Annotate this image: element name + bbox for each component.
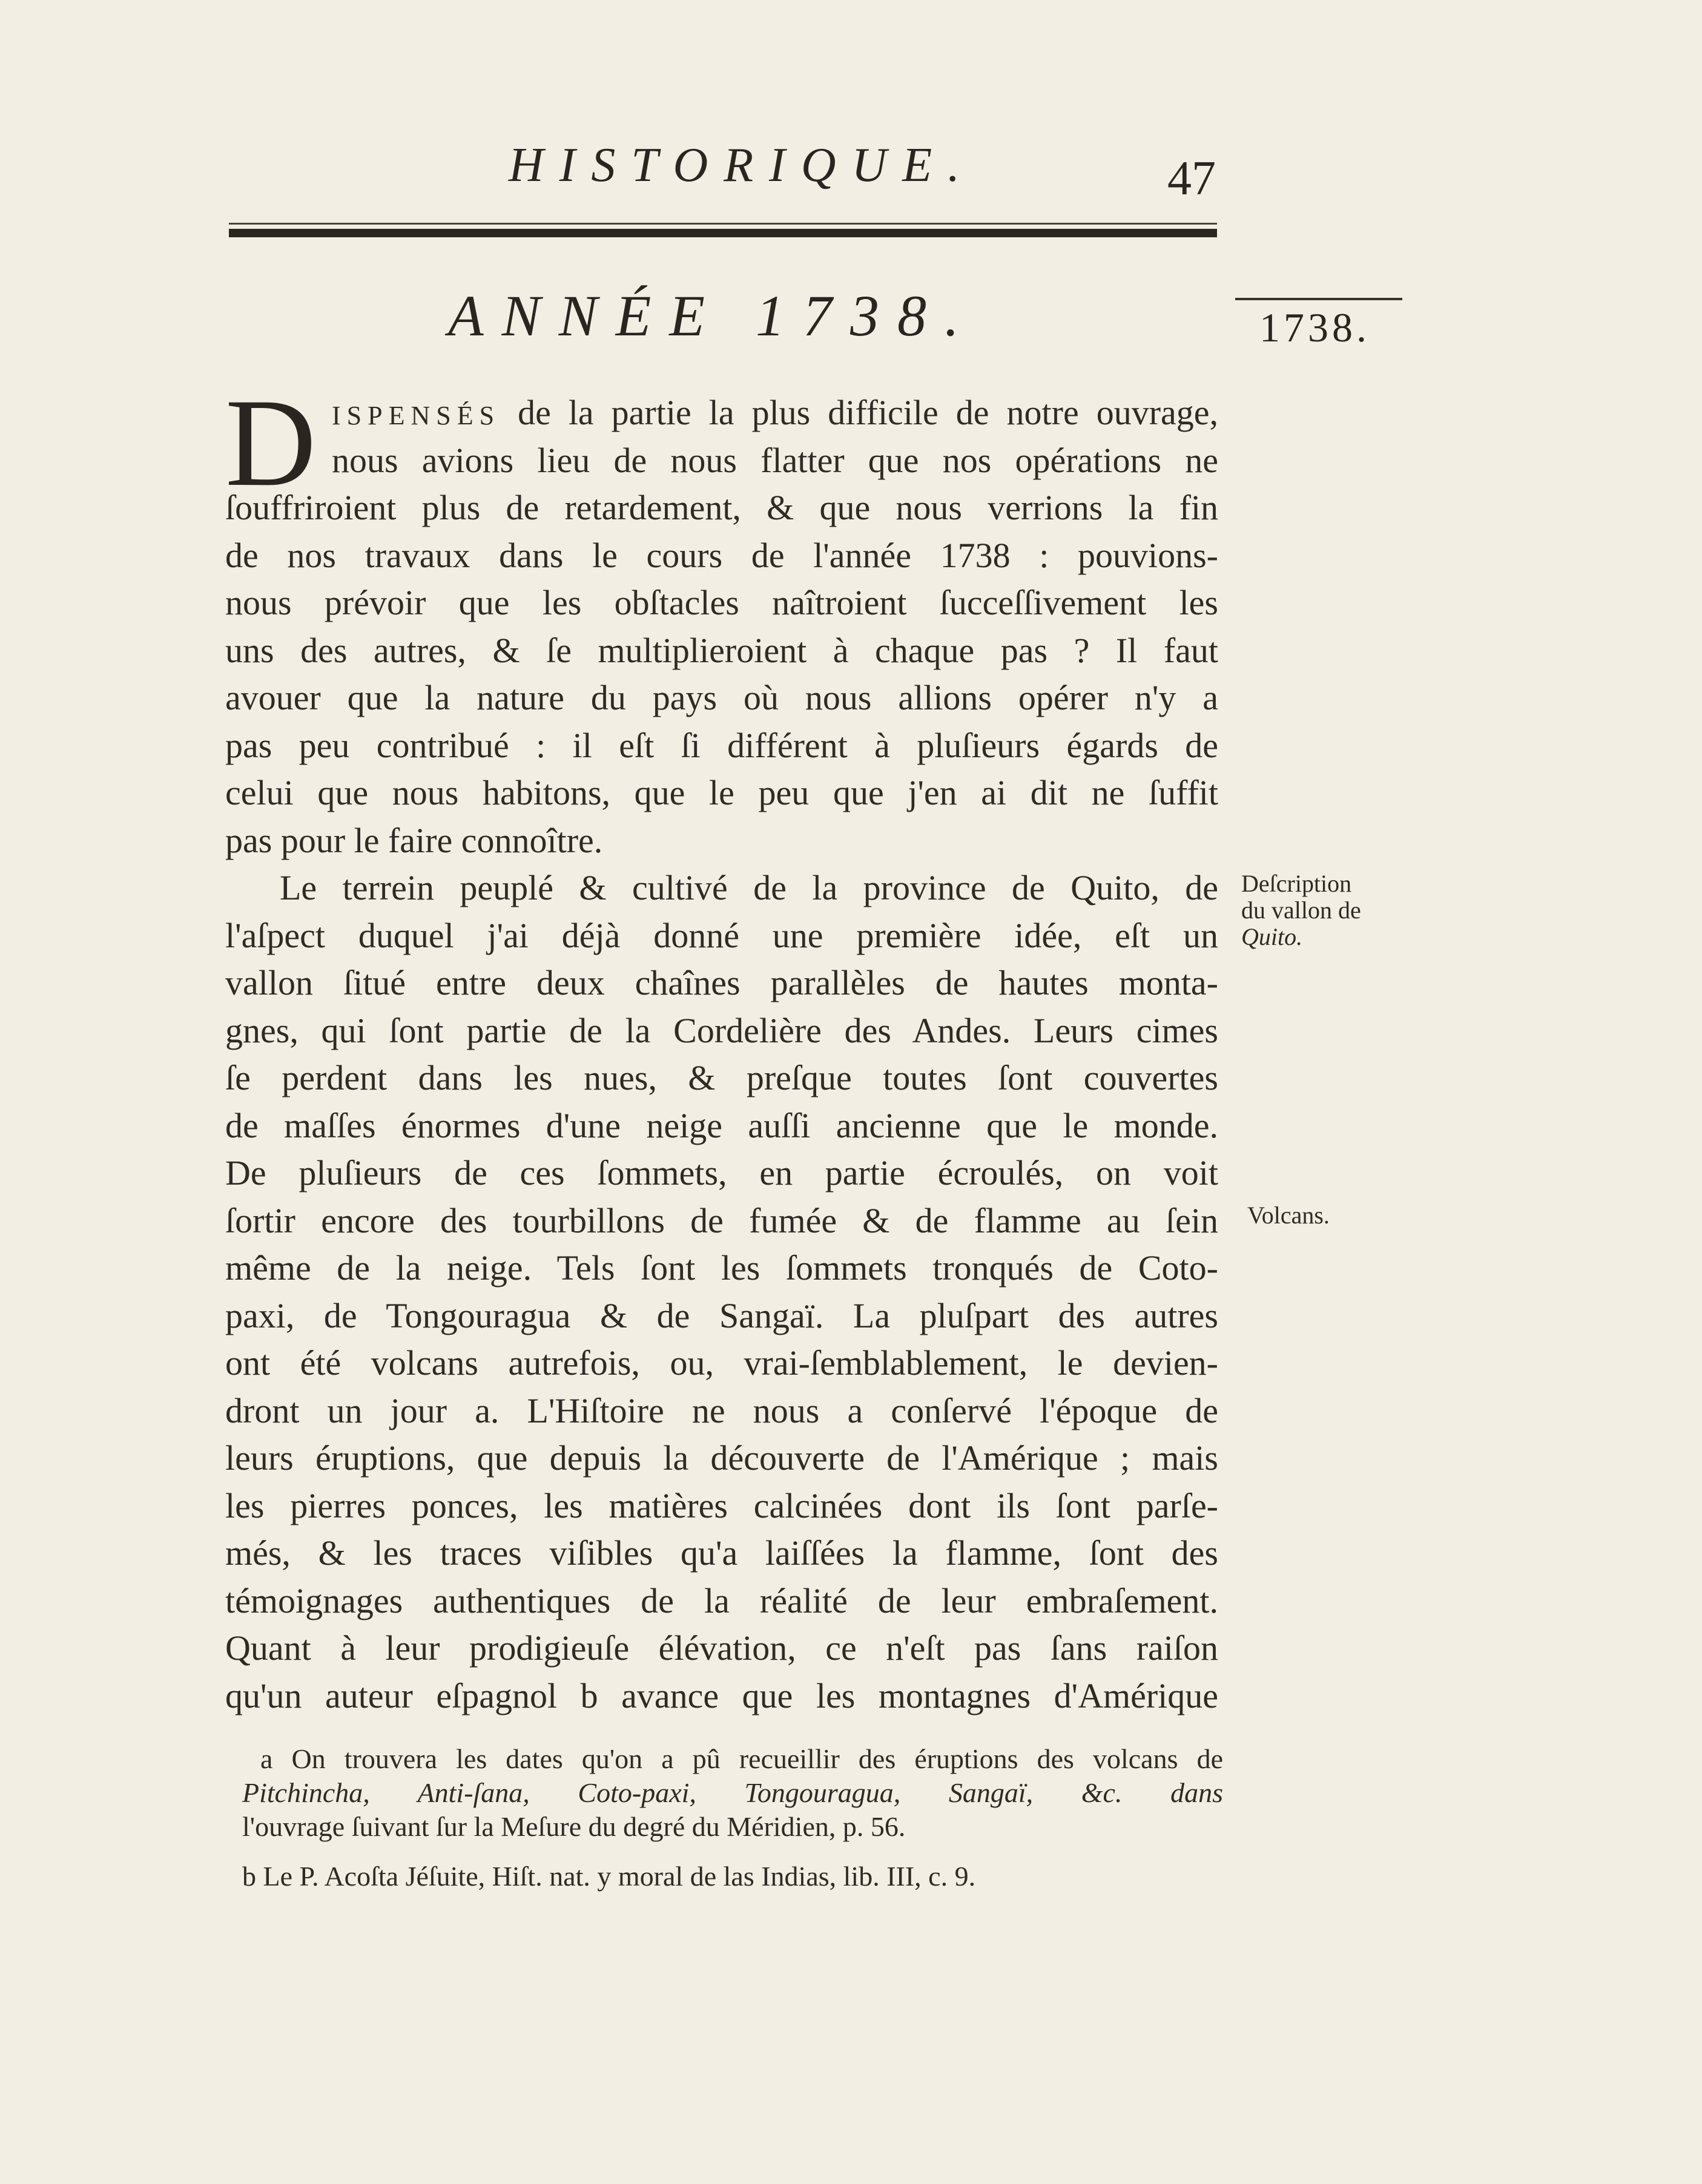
footnote-a-line: Pitchincha, Anti-ſana, Coto-paxi, Tongouragua, Sangaï, &c. dans <box>242 1777 1223 1808</box>
body-line: qu'un auteur eſpagnol b avance que les montagnes d'Amérique <box>225 1676 1218 1715</box>
body-line: ſortir encore des tourbillons de fumée & de flamme au ſein <box>225 1200 1218 1240</box>
body-line: vallon ſitué entre deux chaînes parallèles de hautes monta- <box>225 963 1218 1002</box>
sidenote-description: Deſcription du vallon de Quito. <box>1241 870 1361 950</box>
body-line: leurs éruptions, que depuis la découverte de l'Amérique ; mais <box>225 1438 1218 1478</box>
body-line: ſe perdent dans les nues, & preſque toutes ſont couvertes <box>225 1058 1218 1097</box>
small-caps-opening: ISPENSÉS <box>332 401 501 430</box>
body-line: uns des autres, & ſe multiplieroient à chaque pas ? Il faut <box>225 630 1218 670</box>
body-line: ISPENSÉS de la partie la plus difficile de notre ouvrage, <box>332 393 1218 432</box>
body-line: de nos travaux dans le cours de l'année 1738 : pouvions- <box>225 535 1218 575</box>
body-line: dront un jour a. L'Hiſtoire ne nous a conſervé l'époque de <box>225 1390 1218 1430</box>
body-line: ont été volcans autrefois, ou, vrai-ſemblablement, le devien- <box>225 1343 1218 1383</box>
body-line: celui que nous habitons, que le peu que j'en ai dit ne ſuffit <box>225 773 1218 812</box>
body-line: Le terrein peuplé & cultivé de la province de Quito, de <box>280 868 1218 907</box>
body-line: més, & les traces viſibles qu'a laiſſées la flamme, ſont des <box>225 1533 1218 1573</box>
body-line: nous prévoir que les obſtacles naîtroient ſucceſſivement les <box>225 583 1218 622</box>
body-line: même de la neige. Tels ſont les ſommets tronqués de Coto- <box>225 1248 1218 1288</box>
footnote-b: b Le P. Acoſta Jéſuite, Hiſt. nat. y moral de las Indias, lib. III, c. 9. <box>242 1861 976 1892</box>
body-line: nous avions lieu de nous flatter que nos opérations ne <box>332 440 1218 480</box>
body-line: gnes, qui ſont partie de la Cordelière des Andes. Leurs cimes <box>225 1010 1218 1050</box>
page-number: 47 <box>1167 152 1216 205</box>
margin-year: 1738. <box>1259 304 1370 350</box>
body-line: témoignages authentiques de la réalité de leur embraſement. <box>225 1580 1218 1620</box>
body-line: de maſſes énormes d'une neige auſſi ancienne que le monde. <box>225 1105 1218 1145</box>
body-line: pas peu contribué : il eſt ſi différent à pluſieurs égards de <box>225 725 1218 765</box>
header-rule <box>229 229 1217 237</box>
body-line: Quant à leur prodigieuſe élévation, ce n'eſt pas ſans raiſon <box>225 1628 1218 1668</box>
sidenote-volcans: Volcans. <box>1247 1202 1330 1229</box>
drop-cap: D <box>225 373 317 512</box>
body-line: paxi, de Tongouragua & de Sangaï. La pluſpart des autres <box>225 1295 1218 1335</box>
year-heading: ANNÉE 1738. <box>448 283 977 348</box>
body-line: l'aſpect duquel j'ai déjà donné une première idée, eſt un <box>225 915 1218 955</box>
body-line: les pierres ponces, les matières calcinées dont ils ſont parſe- <box>225 1485 1218 1525</box>
running-head: HISTORIQUE. <box>509 139 976 192</box>
body-line: pas pour le faire connoître. <box>225 820 603 860</box>
margin-year-rule <box>1235 298 1402 300</box>
body-line: De pluſieurs de ces ſommets, en partie écroulés, on voit <box>225 1153 1218 1192</box>
body-text <box>225 373 1218 1720</box>
footnote-a-line: a On trouvera les dates qu'on a pû recueillir des éruptions des volcans de <box>260 1743 1223 1774</box>
footnotes <box>242 1742 1223 1893</box>
body-line: ſouffriroient plus de retardement, & que nous verrions la fin <box>225 488 1218 527</box>
body-line: avouer que la nature du pays où nous allions opérer n'y a <box>225 678 1218 717</box>
footnote-a-line: l'ouvrage ſuivant ſur la Meſure du degré du Méridien, p. 56. <box>242 1811 906 1842</box>
header-rule-thin <box>229 223 1217 225</box>
